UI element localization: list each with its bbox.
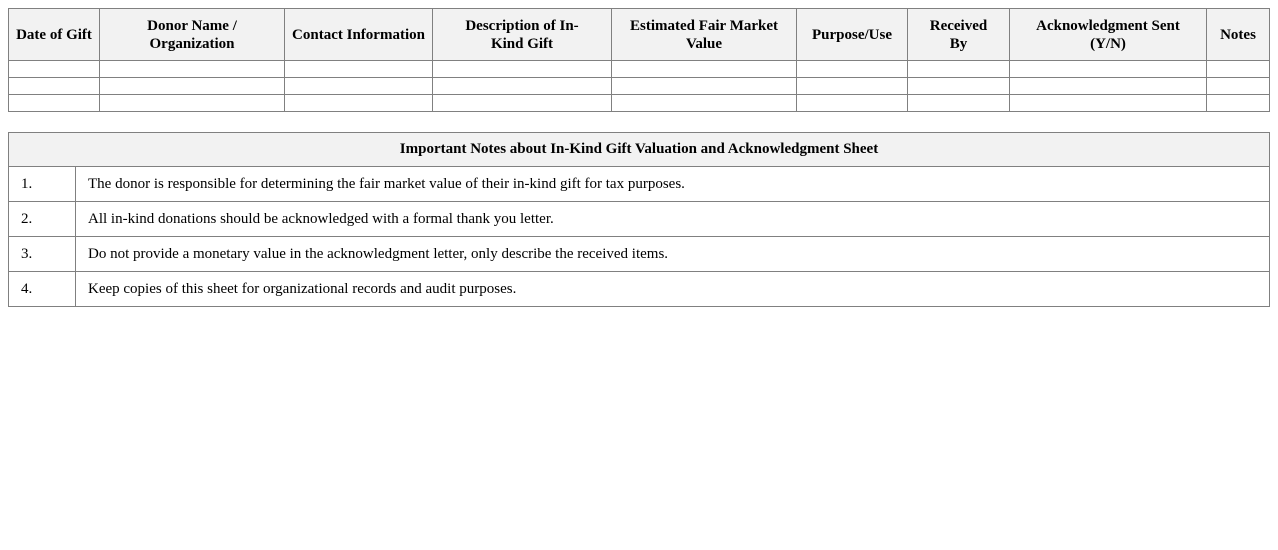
table-cell[interactable] (1207, 78, 1270, 95)
column-header: Contact Information (285, 9, 433, 61)
column-header: Donor Name / Organization (100, 9, 285, 61)
table-cell[interactable] (1010, 61, 1207, 78)
note-number: 2. (9, 202, 76, 237)
table-cell[interactable] (433, 95, 612, 112)
table-cell[interactable] (9, 95, 100, 112)
table-cell[interactable] (9, 61, 100, 78)
note-row (9, 202, 1270, 237)
note-row (9, 272, 1270, 307)
header-row (9, 9, 1270, 61)
table-cell[interactable] (797, 95, 908, 112)
notes-title: Important Notes about In-Kind Gift Valuation and Acknowledgment Sheet (9, 133, 1270, 167)
column-header: Notes (1207, 9, 1270, 61)
column-header: Received By (908, 9, 1010, 61)
table-cell[interactable] (908, 78, 1010, 95)
table-cell[interactable] (100, 61, 285, 78)
table-row (9, 61, 1270, 78)
important-notes-table (8, 132, 1270, 307)
column-header: Estimated Fair Market Value (612, 9, 797, 61)
note-text: Do not provide a monetary value in the acknowledgment letter, only describe the received items. (76, 237, 1270, 272)
note-row (9, 167, 1270, 202)
table-cell[interactable] (1010, 78, 1207, 95)
note-number: 3. (9, 237, 76, 272)
table-row (9, 95, 1270, 112)
column-header: Purpose/Use (797, 9, 908, 61)
table-cell[interactable] (285, 61, 433, 78)
table-cell[interactable] (1010, 95, 1207, 112)
table-cell[interactable] (100, 78, 285, 95)
column-header: Acknowledgment Sent (Y/N) (1010, 9, 1207, 61)
table-cell[interactable] (908, 61, 1010, 78)
column-header: Description of In-Kind Gift (433, 9, 612, 61)
note-number: 1. (9, 167, 76, 202)
table-row (9, 78, 1270, 95)
note-text: The donor is responsible for determining the fair market value of their in-kind gift for tax purposes. (76, 167, 1270, 202)
note-number: 4. (9, 272, 76, 307)
table-cell[interactable] (433, 78, 612, 95)
table-cell[interactable] (1207, 61, 1270, 78)
note-row (9, 237, 1270, 272)
table-cell[interactable] (285, 95, 433, 112)
table-cell[interactable] (612, 95, 797, 112)
table-cell[interactable] (612, 61, 797, 78)
table-cell[interactable] (9, 78, 100, 95)
table-cell[interactable] (100, 95, 285, 112)
table-cell[interactable] (285, 78, 433, 95)
table-cell[interactable] (908, 95, 1010, 112)
in-kind-gift-log-table (8, 8, 1270, 112)
column-header: Date of Gift (9, 9, 100, 61)
table-cell[interactable] (612, 78, 797, 95)
table-cell[interactable] (797, 78, 908, 95)
table-cell[interactable] (1207, 95, 1270, 112)
table-cell[interactable] (433, 61, 612, 78)
note-text: Keep copies of this sheet for organizational records and audit purposes. (76, 272, 1270, 307)
note-text: All in-kind donations should be acknowledged with a formal thank you letter. (76, 202, 1270, 237)
table-cell[interactable] (797, 61, 908, 78)
